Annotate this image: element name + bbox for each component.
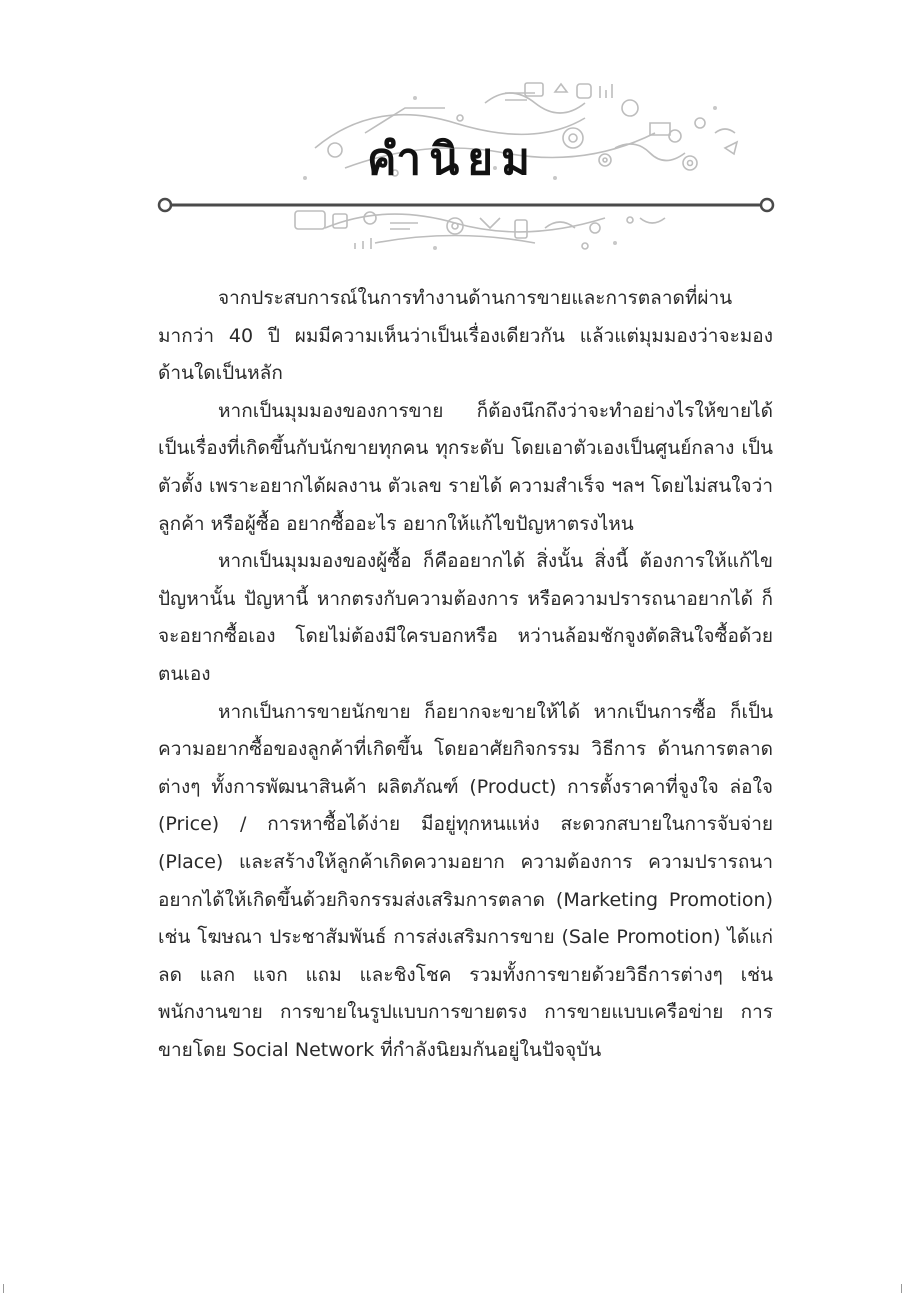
paragraph-1: จากประสบการณ์ในการทำงานด้านการขายและการตลาดที่ผ่านมากว่า 40 ปี ผมมีความเห็นว่าเป็นเรื่องเดียวกัน แล้วแต่มุมมองว่าจะมองด้านใดเป็นหลัก [158,287,773,385]
paragraph-2: หากเป็นมุมมองของการขาย ก็ต้องนึกถึงว่าจะทำอย่างไรให้ขายได้ เป็นเรื่องที่เกิดขึ้นกับนักขายทุกคน ทุกระดับ โดยเอาตัวเองเป็นศูนย์กลาง เป็นตัวตั้ง เพราะอยากได้ผลงาน ตัวเลข รายได้ ความสำเร็จ ฯลฯ โดยไม่สนใจว่าลูกค้า หรือผู้ซื้อ อยากซื้ออะไร อยากให้แก้ไขปัญหาตรงไหน [158,399,773,535]
foreword-body [158,280,773,1069]
crop-mark-right [901,1284,902,1293]
rule-left-endcap [159,199,171,211]
paragraph-4: หากเป็นการขายนักขาย ก็อยากจะขายให้ได้ หากเป็นการซื้อ ก็เป็นความอยากซื้อของลูกค้าที่เกิดขึ้น โดยอาศัยกิจกรรม วิธีการ ด้านการตลาด ต่างๆ ทั้งการพัฒนาสินค้า ผลิตภัณฑ์ (Product) การตั้งราคาที่จูงใจ ล่อใจ (Price) / การหาซื้อได้ง่าย มีอยู่ทุกหนแห่ง สะดวกสบายในการจับจ่าย (Place) และสร้างให้ลูกค้าเกิดความอยาก ความต้องการ ความปรารถนา อยากได้ให้เกิดขึ้นด้วยกิจกรรมส่งเสริมการตลาด (Marketing Promotion) เช่น โฆษณา ประชาสัมพันธ์ การส่งเสริมการขาย (Sale Promotion) ได้แก่ ลด แลก แจก แถม และชิงโชค รวมทั้งการขายด้วยวิธีการต่างๆ เช่น พนักงานขาย การขายในรูปแบบการขายตรง การขายแบบเครือข่าย การขายโดย Social Network ที่กำลังนิยมกันอยู่ในปัจจุบัน [158,700,773,1061]
title-underline-rule [156,195,776,215]
page-title: คำนิยม [366,134,538,185]
crop-mark-left [3,1284,4,1293]
paragraph-3: หากเป็นมุมมองของผู้ซื้อ ก็คืออยากได้ สิ่งนั้น สิ่งนี้ ต้องการให้แก้ไขปัญหานั้น ปัญหานี้ หากตรงกับความต้องการ หรือความปรารถนาอยากได้ ก็จะอยากซื้อเอง โดยไม่ต้องมีใครบอกหรือ หว่านล้อมชักจูงตัดสินใจซื้อด้วยตนเอง [158,550,773,685]
rule-right-endcap [761,199,773,211]
